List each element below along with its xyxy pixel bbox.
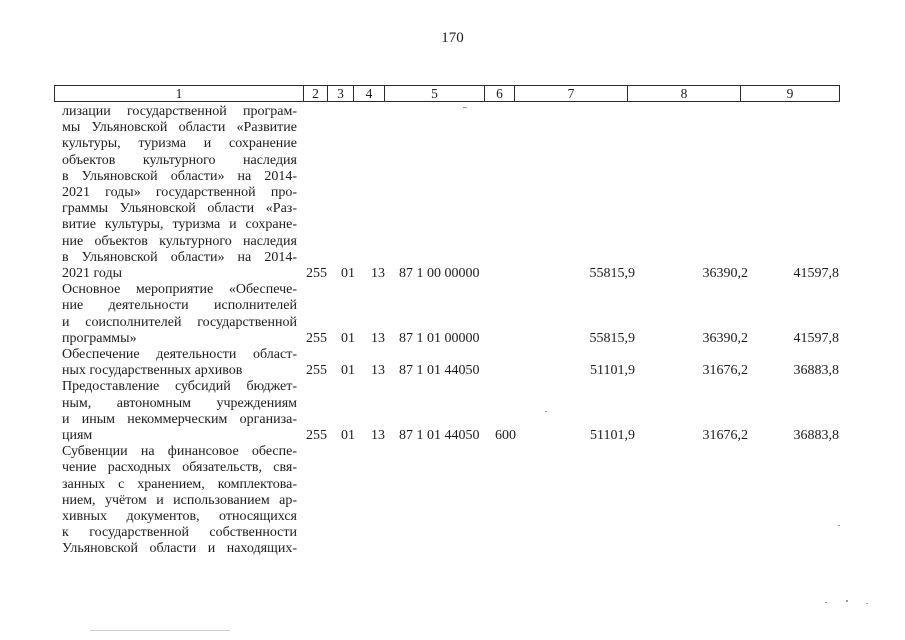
description-line: хивных документов, относящихся <box>62 509 297 524</box>
description-line: ние объектов культурного наследия <box>62 233 297 249</box>
cell-c7: 51101,9 <box>590 363 635 379</box>
description-line: занных с хранением, комплектова- <box>62 476 297 492</box>
cell-c9: 41597,8 <box>793 330 839 346</box>
description-line: 2021 годы» государственной про- <box>62 185 297 201</box>
description-line: ние деятельности исполнителей <box>62 298 297 314</box>
column-header-5: 5 <box>385 86 485 102</box>
cell-c4: 13 <box>371 363 385 379</box>
description-line: Основное мероприятие «Обеспече- <box>62 282 297 298</box>
column-header-8: 8 <box>628 86 741 102</box>
scan-speck <box>866 603 868 604</box>
column-header-4: 4 <box>354 86 385 102</box>
page-number: 170 <box>441 30 464 46</box>
description-line: культуры, туризма и сохранение <box>62 136 297 152</box>
column-header-row <box>55 86 840 102</box>
description-line: граммы Ульяновской области «Раз- <box>62 201 297 217</box>
row-description <box>62 379 297 444</box>
description-line: витие культуры, туризма и сохране- <box>62 217 297 233</box>
description-line: нием, учётом и использованием ар- <box>62 492 297 508</box>
column-header-6: 6 <box>485 86 515 102</box>
cell-c2: 255 <box>306 330 327 346</box>
scan-speck <box>463 107 467 108</box>
description-line: Предоставление субсидий бюджет- <box>62 379 297 395</box>
cell-c8: 36390,2 <box>702 266 748 281</box>
cell-c2: 255 <box>306 427 327 443</box>
description-line: ных государственных архивов <box>62 363 243 379</box>
cell-c5: 87 1 01 44050 <box>399 363 480 379</box>
cell-c3: 01 <box>341 427 355 443</box>
column-header-3: 3 <box>328 86 354 102</box>
cell-c8: 31676,2 <box>702 363 748 379</box>
column-header-2: 2 <box>304 86 328 102</box>
description-line: в Ульяновской области» на 2014- <box>62 249 297 265</box>
cell-c2: 255 <box>306 266 327 281</box>
column-header-1: 1 <box>55 86 304 102</box>
description-line: в Ульяновской области» на 2014- <box>62 168 297 184</box>
cell-c5: 87 1 01 44050 <box>399 427 480 443</box>
scan-speck <box>825 602 827 603</box>
column-header-9: 9 <box>741 86 840 102</box>
cell-c3: 01 <box>341 330 355 346</box>
cell-c9: 36883,8 <box>793 363 839 379</box>
description-line: ным, автономным учреждениям <box>62 395 297 411</box>
cell-c7: 55815,9 <box>589 330 635 346</box>
row-description <box>62 444 297 557</box>
description-line: циям <box>62 428 93 443</box>
description-line: 2021 годы <box>62 266 123 282</box>
cell-c8: 36390,2 <box>702 330 748 346</box>
scan-speck <box>545 411 547 412</box>
description-line: программы» <box>62 330 137 346</box>
row-description <box>62 282 297 347</box>
description-line: и соисполнителей государственной <box>62 314 297 330</box>
description-line: чение расходных обязательств, свя- <box>62 460 297 476</box>
scan-speck <box>846 600 848 602</box>
description-line: объектов культурного наследия <box>62 152 297 168</box>
scan-speck <box>838 525 840 526</box>
cell-c7: 51101,9 <box>590 427 635 443</box>
column-header-table <box>54 85 840 102</box>
cell-c8: 31676,2 <box>702 427 748 443</box>
cell-c6: 600 <box>495 427 516 443</box>
cell-c4: 13 <box>371 427 385 443</box>
row-description <box>62 104 297 282</box>
cell-c4: 13 <box>371 266 385 281</box>
description-line: к государственной собственности <box>62 525 297 541</box>
cell-c3: 01 <box>341 266 355 281</box>
description-line: лизации государственной програм- <box>62 104 297 119</box>
cell-c2: 255 <box>306 363 327 379</box>
description-line: Ульяновской области и находящих- <box>62 541 297 557</box>
cell-c4: 13 <box>371 330 385 346</box>
scan-speck <box>90 630 230 631</box>
cell-c9: 36883,8 <box>793 427 839 443</box>
description-line: Субвенции на финансовое обеспе- <box>62 444 297 460</box>
cell-c5: 87 1 01 00000 <box>399 330 480 346</box>
description-line: Обеспечение деятельности област- <box>62 347 297 362</box>
row-description <box>62 347 297 379</box>
cell-c9: 41597,8 <box>793 266 839 281</box>
column-header-7: 7 <box>515 86 628 102</box>
description-line: мы Ульяновской области «Развитие <box>62 120 297 136</box>
cell-c7: 55815,9 <box>589 266 635 281</box>
description-line: и иным некоммерческим организа- <box>62 411 297 427</box>
cell-c3: 01 <box>341 363 355 379</box>
cell-c5: 87 1 00 00000 <box>399 266 480 281</box>
